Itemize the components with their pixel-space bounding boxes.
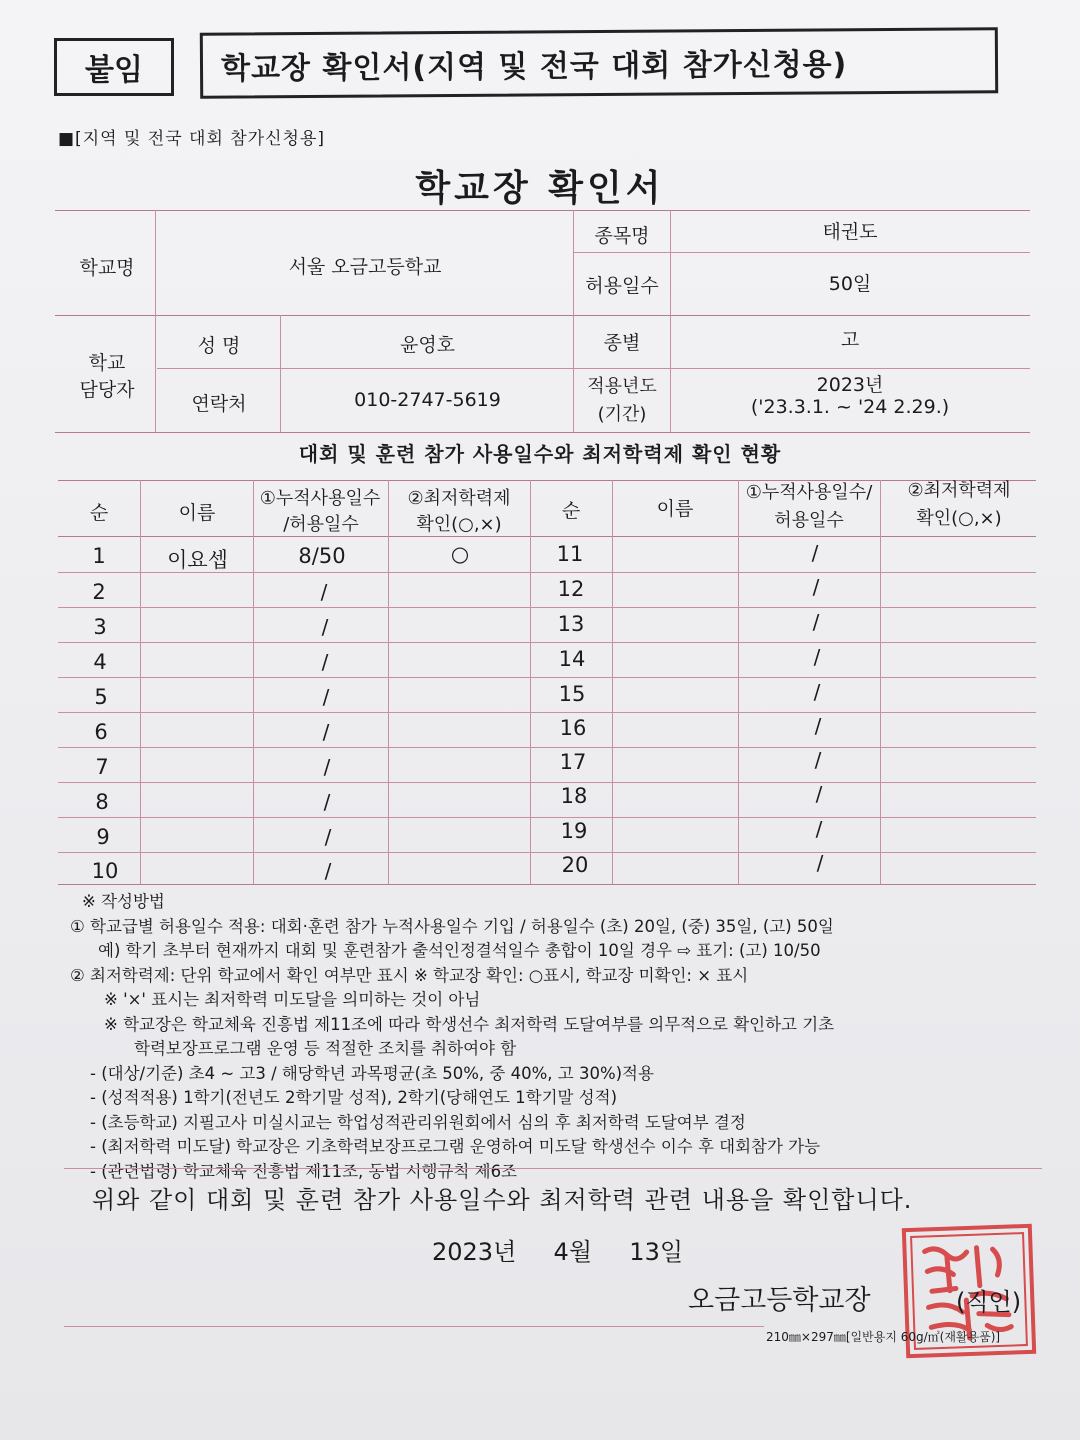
days-slash: / [324, 859, 332, 883]
confirmation-statement: 위와 같이 대회 및 훈련 참가 사용일수와 최저학력 관련 내용을 확인합니다. [92, 1186, 913, 1214]
info-line [157, 368, 1030, 369]
row-number: 5 [94, 685, 108, 709]
row-line [58, 712, 1036, 713]
instruction-line: ※ 학교장은 학교체육 진흥법 제11조에 따라 학생선수 최저학력 도달여부를 의무적으로 확인하고 기초 [104, 1014, 835, 1034]
col-header-min-right-1: ②최저학력제 [907, 480, 1011, 501]
days-slash: / [813, 680, 821, 704]
col-header-name: 이름 [178, 502, 216, 524]
info-vline [280, 315, 281, 432]
row-number: 15 [558, 682, 586, 706]
usage-table-heading: 대회 및 훈련 참가 사용일수와 최저학력제 확인 현황 [298, 442, 782, 466]
instruction-line: - (성적적용) 1학기(전년도 2학기말 성적), 2학기(당해연도 1학기말 성적) [90, 1088, 618, 1107]
row-number: 4 [93, 650, 107, 674]
col-header-min-right-2: 확인(○,×) [916, 508, 1002, 529]
issue-date [432, 1232, 683, 1267]
date-month: 4월 [553, 1238, 593, 1266]
attachment-text: 붙임 [85, 53, 143, 88]
days-slash: / [322, 685, 330, 709]
row-number: 14 [558, 647, 586, 671]
info-vline [573, 210, 574, 432]
instructions-title: ※ 작성방법 [82, 892, 165, 911]
row-number: 8 [95, 790, 109, 814]
contact-label: 연락처 [191, 393, 247, 415]
attachment-label [54, 38, 174, 96]
row-number: 19 [560, 819, 588, 843]
col-line [388, 480, 389, 884]
days-slash: / [814, 748, 822, 772]
row-number: 10 [91, 859, 119, 883]
days-slash: / [815, 782, 823, 806]
days-slash: / [320, 580, 328, 604]
days-slash: / [815, 817, 823, 841]
school-value: 서울 오금고등학교 [288, 256, 442, 278]
header-title-box [200, 27, 998, 99]
row-number: 3 [93, 615, 107, 639]
notes-divider [64, 1168, 1042, 1169]
days-slash: / [323, 790, 331, 814]
student-min-check: ○ [450, 542, 470, 566]
category-label: 종별 [603, 332, 641, 354]
footer-divider [64, 1326, 764, 1327]
usage-table-header-line [58, 536, 1036, 537]
row-line [58, 642, 1036, 643]
col-header-days-right-2: 허용일수 [774, 510, 844, 531]
days-slash: / [324, 825, 332, 849]
row-number: 7 [95, 755, 109, 779]
col-line [140, 480, 141, 884]
usage-table-bottom-line [58, 884, 1036, 885]
days-slash: / [321, 650, 329, 674]
school-label: 학교명 [79, 257, 135, 279]
apply-year-label-1: 적용년도 [587, 376, 657, 397]
days-slash: / [812, 610, 820, 634]
document-title: 학교장 확인서 [415, 168, 665, 209]
manager-name-value: 윤영호 [399, 334, 456, 356]
row-number: 1 [92, 544, 106, 568]
days-slash: / [814, 714, 822, 738]
col-line [612, 480, 613, 884]
manager-label-1: 학교 [88, 352, 126, 374]
instruction-line: - (최저학력 미도달) 학교장은 기초학력보장프로그램 운영하여 미도달 학생선수 이수 후 대회참가 가능 [90, 1137, 821, 1156]
contact-value: 010-2747-5619 [354, 389, 501, 411]
date-year: 2023년 [432, 1238, 517, 1266]
allowed-days-label: 허용일수 [585, 275, 659, 297]
sport-label: 종목명 [594, 225, 650, 247]
instruction-line: ※ '×' 표시는 최저학력 미도달을 의미하는 것이 아님 [104, 990, 481, 1009]
col-header-no-right: 순 [561, 500, 581, 522]
row-number: 20 [561, 853, 589, 877]
info-bottom-line [55, 432, 1030, 433]
row-number: 18 [560, 784, 588, 808]
form-subtitle: ■[지역 및 전국 대회 참가신청용] [58, 129, 326, 149]
row-number: 6 [94, 720, 108, 744]
col-header-days-2: /허용일수 [283, 514, 359, 535]
days-slash: / [816, 851, 824, 875]
category-value: 고 [840, 329, 860, 351]
paper-spec-footer: 210㎜×297㎜[일반용지 60g/㎡(재활용품)] [766, 1330, 1001, 1344]
sport-value: 태권도 [822, 221, 878, 243]
col-line [253, 480, 254, 884]
row-number: 11 [556, 542, 584, 566]
row-line [58, 782, 1036, 783]
apply-year-label-2: (기간) [597, 404, 647, 425]
col-header-days-right-1: ①누적사용일수/ [745, 482, 873, 503]
row-number: 16 [559, 716, 587, 740]
info-vline [670, 210, 671, 432]
days-slash: / [812, 575, 820, 599]
apply-year-value: 2023년 [816, 374, 884, 396]
name-label: 성 명 [197, 335, 241, 357]
student-name: 이요셉 [167, 548, 228, 572]
col-header-min-2: 확인(○,×) [416, 514, 502, 535]
instruction-line: - (관련법령) 학교체육 진흥법 제11조, 동법 시행규칙 제6조 [90, 1161, 517, 1181]
col-header-no: 순 [89, 502, 109, 524]
student-days: 8/50 [298, 544, 346, 568]
principal-name: 오금고등학교장 [688, 1285, 871, 1316]
info-line [55, 315, 1030, 316]
info-vline [155, 210, 156, 432]
col-line [738, 480, 739, 884]
row-line [58, 677, 1036, 678]
col-header-days-1: ①누적사용일수 [259, 488, 381, 509]
row-number: 9 [96, 825, 110, 849]
col-line [530, 480, 531, 884]
info-line [573, 252, 1030, 253]
col-line [880, 480, 881, 884]
col-header-min-1: ②최저학력제 [407, 488, 511, 509]
instruction-line: - (초등학교) 지필고사 미실시교는 학업성적관리위원회에서 심의 후 최저학력 도달여부 결정 [90, 1112, 746, 1132]
instructions [70, 890, 1050, 1184]
date-day: 13일 [629, 1238, 684, 1266]
row-number: 12 [557, 577, 585, 601]
col-header-name-right: 이름 [656, 498, 694, 520]
days-slash: / [321, 615, 329, 639]
row-line [58, 607, 1036, 608]
instruction-line: - (대상/기준) 초4 ~ 고3 / 해당학년 과목평균(초 50%, 중 40%, 고 30%)적용 [90, 1063, 654, 1083]
allowed-days-value: 50일 [828, 273, 872, 295]
info-top-line [55, 210, 1030, 211]
row-number: 2 [92, 580, 106, 604]
seal-label: (직인) [956, 1288, 1022, 1316]
instruction-line: 학력보장프로그램 운영 등 적절한 조치를 취하여야 함 [134, 1039, 517, 1058]
row-line [58, 817, 1036, 818]
days-slash: / [813, 645, 821, 669]
instruction-line: ① 학교급별 허용일수 적용: 대회·훈련 참가 누적사용일수 기입 / 허용일수 (초) 20일, (중) 35일, (고) 50일 [70, 916, 834, 936]
header-title: 학교장 확인서(지역 및 전국 대회 참가신청용) [220, 47, 848, 87]
instruction-line: 예) 학기 초부터 현재까지 대회 및 훈련참가 출석인정결석일수 총합이 10일 경우 ⇨ 표기: (고) 10/50 [98, 941, 821, 960]
row-number: 13 [557, 612, 585, 636]
row-line [58, 747, 1036, 748]
instruction-line: ② 최저학력제: 단위 학교에서 확인 여부만 표시 ※ 학교장 확인: ○표시, 학교장 미확인: × 표시 [70, 965, 749, 985]
days-slash: / [811, 541, 819, 565]
days-slash: / [323, 755, 331, 779]
row-number: 17 [559, 750, 587, 774]
manager-label-2: 담당자 [79, 379, 135, 401]
days-slash: / [322, 720, 330, 744]
apply-period-value: ('23.3.1. ~ '24 2.29.) [750, 396, 950, 418]
